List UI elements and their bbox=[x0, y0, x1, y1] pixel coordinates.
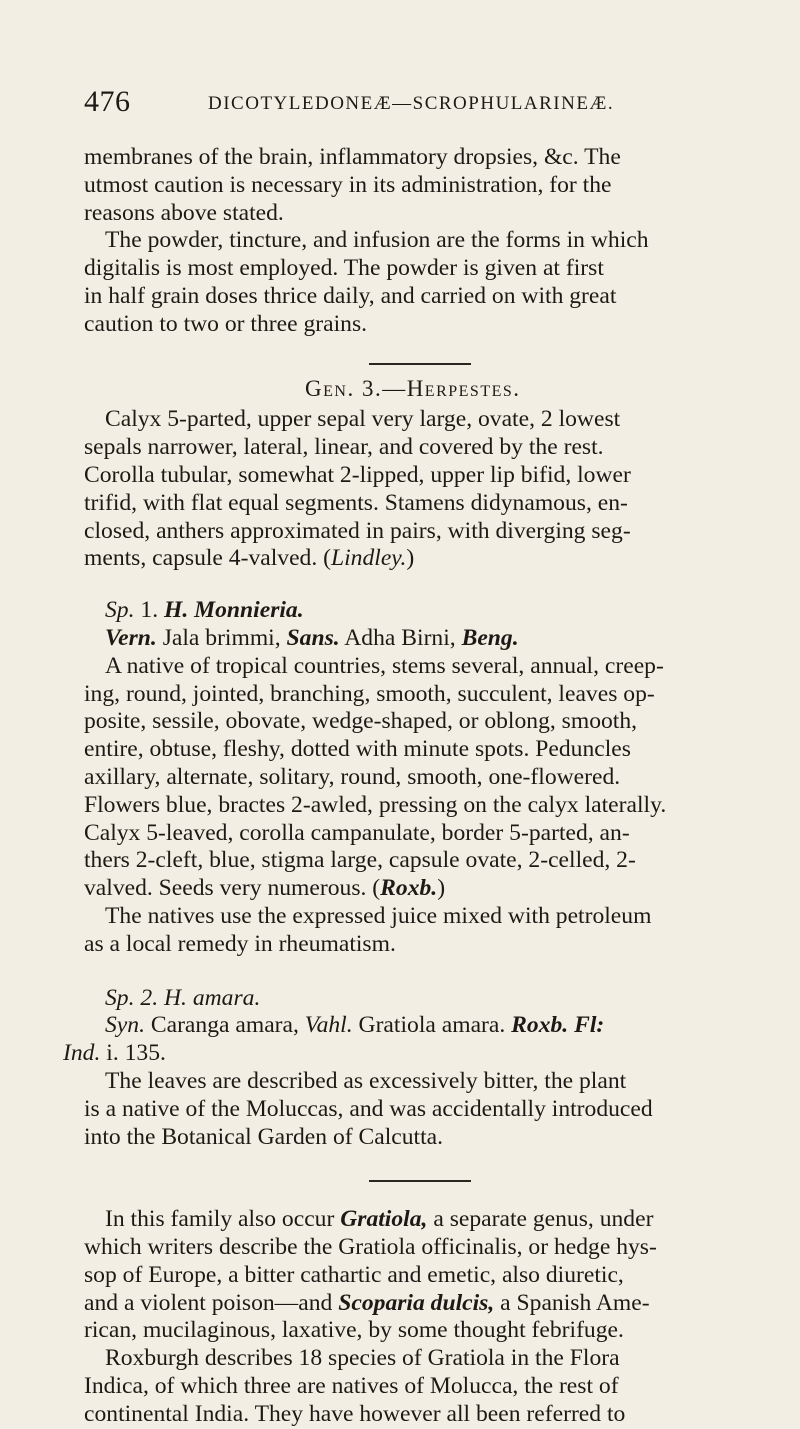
species-1-uses: The natives use the expressed juice mixed with petroleum as a local remedy in rheumatism. bbox=[84, 902, 652, 957]
species-2-description: The leaves are described as excessively bitter, the plant is a native of the Moluccas, and was accidentally introduced into the Botanical Garden of Calcutta. bbox=[84, 1067, 653, 1150]
closing-section bbox=[84, 1206, 760, 1428]
species-2-entry bbox=[63, 984, 760, 1152]
section-divider bbox=[369, 363, 471, 365]
genus-heading: Gen. 3.—Herpestes. bbox=[305, 375, 521, 401]
species-2-synonymy: Syn. Caranga amara, Vahl. Gratiola amara. Roxb. Fl: Ind. i. 135. bbox=[63, 1012, 605, 1067]
section-divider bbox=[369, 1180, 471, 1182]
paragraph-continuation: membranes of the brain, inflammatory dropsies, &c. The utmost caution is necessary in its administration, for the reasons above stated. bbox=[84, 144, 621, 226]
paragraph-digitalis-forms: The powder, tincture, and infusion are the forms in which digitalis is most employed. The powder is given at first in half grain doses thrice daily, and carried on with great caution to two or three grains. bbox=[84, 227, 649, 337]
species-name: H. Monnieria. bbox=[164, 597, 304, 624]
authority-lindley: Lindley. bbox=[331, 545, 407, 572]
species-name: H. amara. bbox=[164, 984, 261, 1011]
body-text bbox=[63, 144, 760, 1429]
authority-roxb: Roxb. bbox=[380, 875, 438, 902]
species-1-vernacular: Vern. Jala brimmi, Sans. Adha Birni, Beng. bbox=[105, 624, 519, 651]
closing-paragraph-1: In this family also occur Gratiola, a separate genus, under which writers describe the Gratiola officinalis, or hedge hys- sop of Europe, a bitter cathartic and emetic, also diuretic, and a violent poison—and Scoparia dulcis, a Spanish Ame- rican, mucilaginous, laxative, by some thought febrifuge. bbox=[84, 1206, 657, 1344]
species-2-title: Sp. 2. H. amara. bbox=[105, 984, 261, 1011]
page-number: 476 bbox=[84, 85, 131, 118]
species-1-description: A native of tropical countries, stems several, annual, creep- ing, round, jointed, branching, smooth, succulent, leaves op- posite, sessile, obovate, wedge-shaped, or oblong, smooth, entire, obtuse, fleshy, dotted with minute spots. Peduncles axillary, alternate, solitary, round, smooth, one-flowered. Flowers blue, bractes 2-awled, pressing on the calyx laterally. Calyx 5-leaved, corolla campanulate, border 5-parted, an- thers 2-cleft, blue, stigma large, capsule ovate, 2-celled, 2- valved. Seeds very numerous. (Roxb.) bbox=[84, 652, 667, 902]
running-head: DICOTYLEDONEÆ—SCROPHULARINEÆ. bbox=[208, 93, 615, 114]
page-header bbox=[84, 85, 760, 125]
genus-description: Calyx 5-parted, upper sepal very large, ovate, 2 lowest sepals narrower, lateral, linear, and covered by the rest. Corolla tubular, somewhat 2-lipped, upper lip bifid, lower trifid, with flat equal segments. Stamens didynamous, en- closed, anthers approximated in pairs, with diverging seg- ments, capsule 4-valved. (Lindley.) bbox=[84, 406, 631, 572]
species-1-entry bbox=[84, 597, 760, 958]
species-1-title: Sp. 1. H. Monnieria. bbox=[105, 597, 304, 624]
closing-paragraph-2: Roxburgh describes 18 species of Gratiola in the Flora Indica, of which three are natives of Molucca, the rest of continental India. They have however all been referred to bbox=[84, 1345, 626, 1427]
